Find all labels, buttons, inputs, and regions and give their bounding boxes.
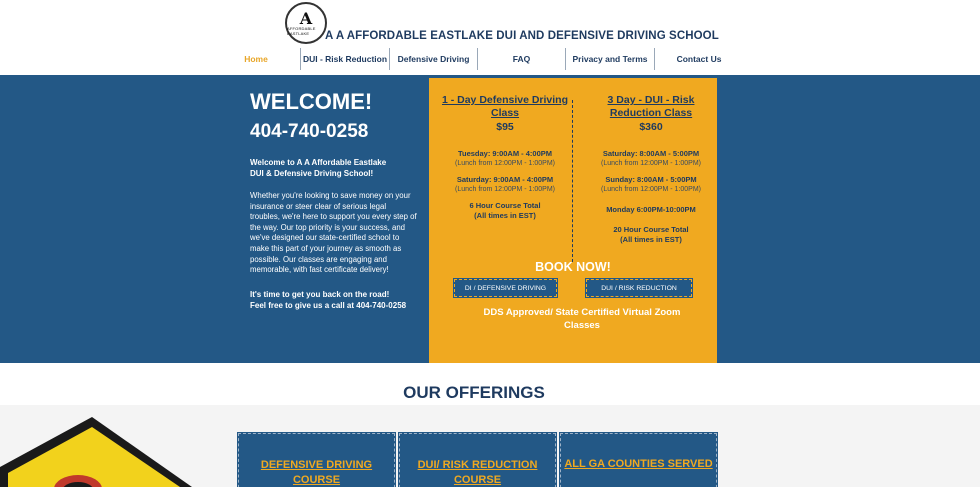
nav-home[interactable]: Home [244,54,268,64]
dui-class-price: $360 [639,121,663,133]
site-title: A A AFFORDABLE EASTLAKE DUI AND DEFENSIVE DRIVING SCHOOL [325,30,719,42]
intro-text: Welcome to A A Affordable Eastlake DUI & Defensive Driving School! [250,158,387,178]
defensive-class-price: $95 [496,121,514,133]
warning-sign-image [0,405,200,487]
book-dui-risk-reduction-button[interactable]: DUI / RISK REDUCTION [586,279,692,297]
offering-all-ga-counties[interactable]: ALL GA COUNTIES SERVED [560,433,717,487]
nav-defensive-driving[interactable]: Defensive Driving [397,54,470,64]
defensive-class-title[interactable]: 1 - Day Defensive Driving Class [441,94,569,119]
offerings-heading: OUR OFFERINGS [403,383,545,402]
schedule-day: Tuesday: 9:00AM - 4:00PM [457,149,553,158]
phone-number[interactable]: 404-740-0258 [250,121,369,142]
schedule-lunch: (Lunch from 12:00PM - 1:00PM) [455,186,555,193]
schedule-day: Saturday: 9:00AM - 4:00PM [456,175,554,184]
timezone-note: (All times in EST) [474,211,536,220]
nav-privacy-terms[interactable]: Privacy and Terms [572,54,648,64]
book-defensive-driving-button[interactable]: DI / DEFENSIVE DRIVING [454,279,557,297]
schedule-lunch: (Lunch from 12:00PM - 1:00PM) [455,160,555,167]
nav-faq[interactable]: FAQ [512,54,531,64]
schedule-day: Sunday: 8:00AM - 5:00PM [605,175,697,184]
schedule-lunch: (Lunch from 12:00PM - 1:00PM) [601,186,701,193]
schedule-lunch: (Lunch from 12:00PM - 1:00PM) [601,160,701,167]
course-total-hours: 20 Hour Course Total [613,225,689,234]
timezone-note: (All times in EST) [620,235,682,244]
schedule-day: Monday 6:00PM-10:00PM [606,205,696,214]
offering-dui-risk-reduction[interactable]: DUI/ RISK REDUCTION COURSE [399,433,556,487]
callout-line-2: Feel free to give us a call at 404-740-0258 [250,301,407,310]
school-logo[interactable] [285,2,327,44]
hero-callout [250,289,420,311]
callout-line-1: It's time to get you back on the road! [250,290,390,299]
logo-text: AFFORDABLE EASTLAKE [287,25,316,36]
schedule-day: Saturday: 8:00AM - 5:00PM [602,149,700,158]
dui-class-title[interactable]: 3 Day - DUI - Risk Reduction Class [607,94,695,119]
dds-approved-note: DDS Approved/ State Certified Virtual Zoom Classes [483,307,681,331]
nav-dui-risk-reduction[interactable]: DUI - Risk Reduction [302,54,388,64]
welcome-heading: WELCOME! [250,89,373,114]
defensive-driving-column [435,94,575,221]
hero-body-text: Whether you're looking to save money on your insurance or steer clear of serious legal troubles, we're here to support you every step of the way. Our top priority is your success, and we've designed our state-certified school to make this part of your journey as smooth as possible. Our classes are engaging and memorable, with fast certificate delivery! [250,191,417,275]
warning-sign-icon [0,405,200,487]
course-total-hours: 6 Hour Course Total [469,201,541,210]
book-now-heading: BOOK NOW! [535,260,611,274]
hero-section [0,75,980,363]
site-header [0,0,980,75]
class-schedule-card [429,78,717,363]
nav-contact-us[interactable]: Contact Us [676,54,722,64]
main-nav [212,48,743,70]
offering-defensive-driving[interactable]: DEFENSIVE DRIVING COURSE [238,433,395,487]
dui-risk-reduction-column [581,94,721,245]
logo-letter: A [299,8,313,28]
